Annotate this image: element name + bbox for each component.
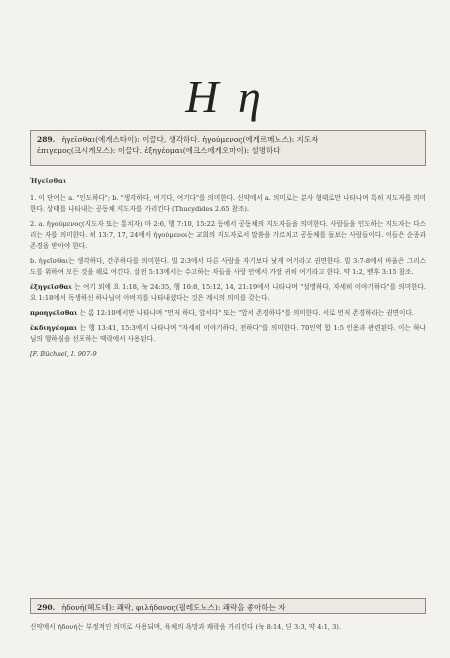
entry-number: 289. xyxy=(37,135,56,144)
term-description: 는 여기 외에 요 1:18, 눅 24:35, 행 10:8, 15:12, 14, 21:19에서 나타나며 "설명하다, 자세히 이야기하다"를 의미한다. 요 1:18에서 독생하신 하나님이 아버지를 나타내셨다는 것은 계시의 의미를 갖는다. xyxy=(30,283,426,302)
entry-box-290 xyxy=(30,598,426,614)
entry-number: 290. xyxy=(37,603,56,612)
entry-box-289 xyxy=(30,130,426,166)
paragraph xyxy=(30,308,426,319)
term-description: 는 롬 12:10에서만 나타나며 "먼저 하다, 앞서다" 또는 "앞서 존경하다"를 의미한다. 서로 먼저 존경하라는 권면이다. xyxy=(79,309,414,317)
entry-line xyxy=(37,134,419,145)
paragraph xyxy=(30,282,426,304)
section-letter-heading: Η η xyxy=(185,71,265,122)
term-description: 는 행 13:41, 15:3에서 나타나며 "자세히 이야기하다, 전하다"를 의미한다. 70인역 합 1:5 인용과 관련된다. 이는 하나님의 행하심을 선포하는 맥락에서 사용된다. xyxy=(30,324,426,343)
paragraph: 1. 이 단어는 a. "인도하다"; b. "생각하다, 여기다, 여기다"를 의미한다. 신약에서 a. 의미로는 분사 형태로만 나타나며 특히 지도자를 의미한다. 상태를 나타내는 공동체 지도자를 가리킨다 (Thucydides 2.65 참조). xyxy=(30,194,426,213)
paragraph xyxy=(30,323,426,345)
entry-line xyxy=(37,602,419,613)
term: ἐκδιηγέομαι xyxy=(30,324,78,332)
paragraph: 신약에서 ἡδονή는 부정적인 의미로 사용되며, 육체의 욕망과 쾌락을 가리킨다 (눅 8:14, 딛 3:3, 약 4:1, 3). xyxy=(30,623,341,631)
entry-headword: ἡγεῖσθαι(에게스타이): 이끌다, 생각하다. ἡγούμενος(에게르메노스): 지도자 xyxy=(61,135,319,144)
body-intro: Ἡγεῖσθαι xyxy=(30,177,67,185)
entry-headword: ἡδονή(헤도네): 쾌락, φιλήδονος(필레도노스): 쾌락을 좋아하는 자 xyxy=(61,603,286,612)
entry-line: ἐπιγεμος(크시게모스): 이끌다. ἐξηγέομαι(에크스에게오마이): 설명하다 xyxy=(37,146,281,155)
term: προηγεῖσθαι xyxy=(30,309,78,317)
term: ἐξηγεῖσθαι xyxy=(30,283,72,291)
paragraph: 2. a. ἡγούμενος(지도자 또는 통치자) 마 2:6, 행 7:10, 15:22 등에서 공동체의 지도자들을 의미한다. 사람들을 인도하는 지도자는 다스리는 자를 의미한다. 히 13:7, 17, 24에서 ἡγούμενοι는 교회의 지도자로서 말씀을 가르치고 공동체를 돌보는 사람들이다. 이들은 순종과 존경을 받아야 한다. xyxy=(30,220,426,250)
body-text xyxy=(30,176,426,364)
paragraph: b. ἡγεῖσθαι는 생각하다, 간주하다를 의미한다. 빌 2:3에서 다른 사람을 자기보다 낫게 여기라고 권면한다. 빌 3:7-8에서 바울은 그리스도를 위하여 모든 것을 해로 여긴다. 살전 5:13에서는 수고하는 자들을 사랑 안에서 가장 귀히 여기라고 한다. 약 1:2, 벧후 3:15 참조. xyxy=(30,257,426,276)
body-text-continued xyxy=(30,622,426,633)
author-signature: [F. Büchsel, I. 907-9 xyxy=(30,350,97,358)
